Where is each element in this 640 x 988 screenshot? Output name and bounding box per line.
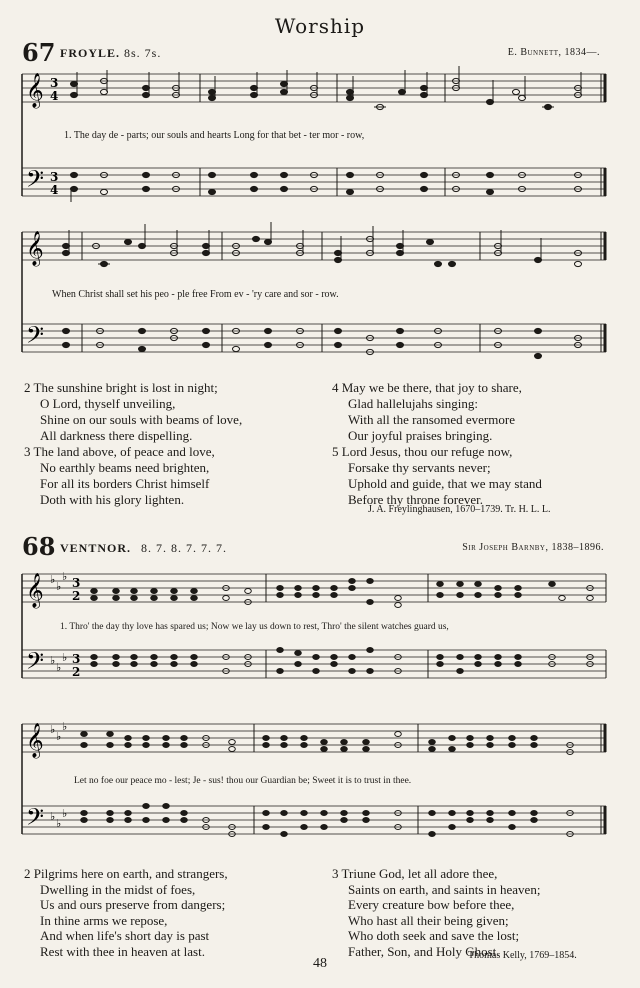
svg-text:3: 3	[72, 652, 81, 666]
svg-text:♭: ♭	[62, 652, 68, 664]
composer: E. Bunnett, 1834—.	[507, 47, 600, 58]
svg-text:♭: ♭	[56, 581, 62, 593]
section-title: Worship	[274, 14, 366, 38]
svg-text:𝄢: 𝄢	[26, 321, 45, 354]
svg-text:3: 3	[50, 76, 59, 90]
svg-text:𝄞: 𝄞	[26, 723, 44, 758]
svg-text:2: 2	[72, 589, 81, 603]
hymn-number: 68	[22, 532, 56, 561]
svg-text:𝄞: 𝄞	[26, 73, 44, 108]
svg-text:♭: ♭	[62, 571, 68, 583]
hymn-number: 67	[22, 38, 56, 67]
svg-text:♭: ♭	[62, 721, 68, 733]
svg-text:♭: ♭	[50, 655, 56, 667]
svg-text:♭: ♭	[62, 808, 68, 820]
verse-block: 5 Lord Jesus, thou our refuge now, Forsake thy servants never; Uphold and guide, that we may stand Before thy throne forever.	[332, 444, 542, 507]
svg-text:𝄢: 𝄢	[26, 647, 45, 680]
svg-text:4: 4	[50, 89, 59, 103]
author-credit: J. A. Freylinghausen, 1670–1739. Tr. H. L. L.	[368, 504, 551, 515]
meter: 8s. 7s.	[124, 46, 162, 60]
verse-block: 2 The sunshine bright is lost in night; O Lord, thyself unveiling, Shine on our souls with beams of love, All darkness there dispelling.	[24, 380, 243, 443]
svg-text:2: 2	[72, 665, 81, 679]
verse-block: 3 Triune God, let all adore thee, Saints on earth, and saints in heaven; Every creature bow before thee, Who hast all their being given; Who doth seek and save the lost; Father, Son, and Holy Ghost.	[332, 866, 541, 959]
meter: 8. 7. 8. 7. 7. 7.	[141, 541, 228, 555]
verse-block: 4 May we be there, that joy to share, Glad hallelujahs singing: With all the ransomed evermore Our joyful praises bringing.	[332, 380, 522, 443]
svg-text:𝄢: 𝄢	[26, 803, 45, 836]
svg-text:♭: ♭	[50, 724, 56, 736]
lyrics-line: When Christ shall set his peo - ple free From ev - 'ry care and sor - row.	[52, 289, 339, 300]
svg-text:𝄢: 𝄢	[26, 165, 45, 198]
tune-name: FROYLE. 8s. 7s.	[60, 46, 162, 60]
svg-text:4: 4	[50, 183, 59, 197]
svg-text:𝄞: 𝄞	[26, 573, 44, 608]
svg-text:♭: ♭	[50, 811, 56, 823]
verse-block: 2 Pilgrims here on earth, and strangers, Dwelling in the midst of foes, Us and ours preserve from dangers; In thine arms we repose, And when life's short day is past Rest with thee in heaven at last.	[24, 866, 228, 959]
lyrics-line: Let no foe our peace mo - lest; Je - sus! thou our Guardian be; Sweet it is to trust in thee.	[74, 776, 412, 786]
svg-text:𝄞: 𝄞	[26, 231, 44, 266]
tune-name: VENTNOR. 8. 7. 8. 7. 7. 7.	[60, 541, 228, 555]
svg-text:♭: ♭	[56, 731, 62, 743]
svg-text:♭: ♭	[50, 574, 56, 586]
svg-text:♭: ♭	[56, 818, 62, 830]
lyrics-line: 1. The day de - parts; our souls and hearts Long for that bet - ter mor - row,	[64, 130, 365, 141]
svg-text:3: 3	[50, 170, 59, 184]
svg-text:3: 3	[72, 576, 81, 590]
lyrics-line: 1. Thro' the day thy love has spared us; Now we lay us down to rest, Thro' the silent watches guard us,	[60, 622, 449, 632]
composer: Sir Joseph Barnby, 1838–1896.	[462, 542, 604, 553]
verse-block: 3 The land above, of peace and love, No earthly beams need brighten, For all its borders Christ himself Doth with his glory lighten.	[24, 444, 215, 507]
svg-text:♭: ♭	[56, 662, 62, 674]
author-credit: Thomas Kelly, 1769–1854.	[468, 950, 577, 961]
page-number: 48	[313, 956, 327, 971]
